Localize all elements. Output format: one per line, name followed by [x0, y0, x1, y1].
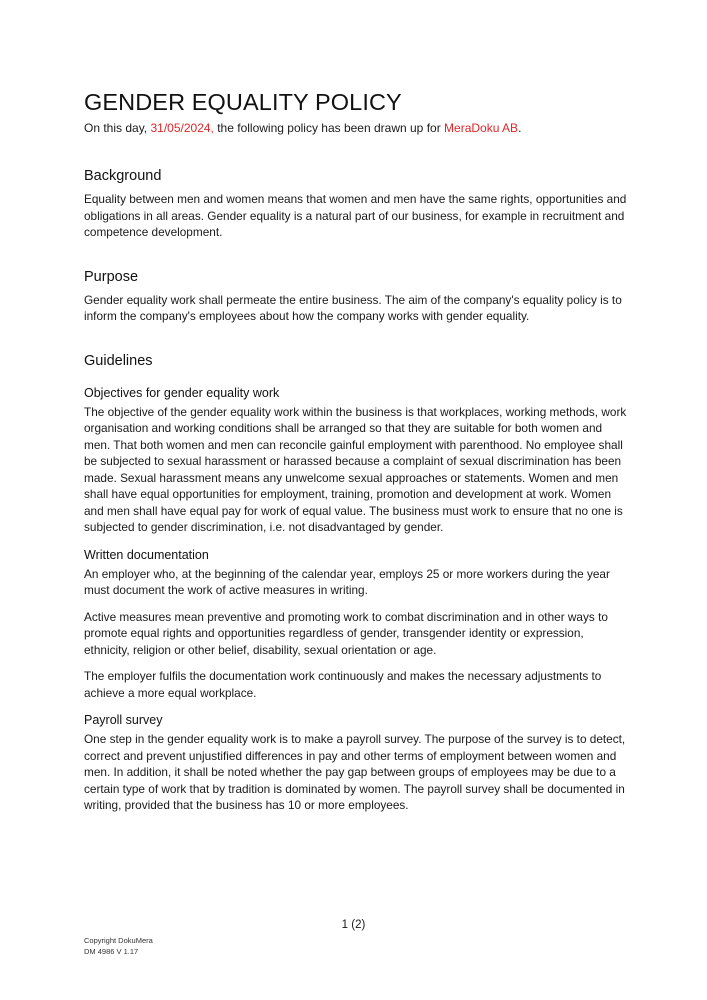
objectives-heading: Objectives for gender equality work: [84, 385, 280, 400]
intro-line: [84, 120, 629, 136]
payroll-heading: Payroll survey: [84, 713, 163, 727]
background-text: Equality between men and women means that women and men have the same rights, opportunities and obligations in all areas. Gender equality is a natural part of our business, for example in recruitment and competence development.: [84, 192, 627, 239]
intro-date: 31/05/2024,: [150, 121, 214, 135]
page-number: 1 (2): [341, 919, 366, 931]
intro-middle: the following policy has been drawn up for: [213, 121, 445, 135]
guidelines-heading: Guidelines: [84, 352, 153, 369]
copyright-text: Copyright DokuMera: [84, 936, 153, 945]
document-title: GENDER EQUALITY POLICY: [84, 89, 402, 115]
written-paragraph-3: The employer fulfils the documentation work continuously and makes the necessary adjustments to achieve a more equal workplace.: [84, 669, 602, 700]
background-heading: Background: [84, 168, 162, 184]
document-body: [84, 85, 629, 814]
purpose-text: Gender equality work shall permeate the entire business. The aim of the company's equality policy is to inform the company's employees about how the company works with gender equality.: [84, 292, 622, 323]
written-paragraph-1: An employer who, at the beginning of the calendar year, employs 25 or more workers during the year must document the work of active measures in writing.: [84, 566, 610, 597]
footer-meta: [84, 936, 153, 957]
document-id: DM 4986 V 1.17: [84, 946, 139, 956]
intro-suffix: .: [518, 121, 522, 135]
purpose-heading: Purpose: [84, 268, 139, 285]
intro-company: MeraDoku AB: [444, 121, 519, 135]
payroll-text: One step in the gender equality work is to make a payroll survey. The purpose of the survey is to detect, correct and prevent unjustified differences in pay and other terms of employment between women and men. In addition, it shall be noted whether the pay gap between groups of employees may be due to a certain type of work that by tradition is dominated by women. The payroll survey shall be documented in writing, provided that the business has 10 or more employees.: [84, 732, 626, 812]
written-paragraph-2: Active measures mean preventive and promoting work to combat discrimination and in other ways to promote equal rights and opportunities regardless of gender, transgender identity or expression, ethnicity, religion or other belief, disability, sexual orientation or age.: [84, 609, 608, 657]
intro-prefix: On this day,: [84, 121, 151, 135]
objectives-text: The objective of the gender equality work within the business is that workplaces, working methods, work organisation and working conditions shall be arranged so that they are suitable for both women and men. That both women and men can reconcile gainful employment with parenthood. No employee shall be subjected to sexual harassment or harassed because a complaint of sexual discrimination has been made. Sexual harassment means any unwelcome sexual approaches or statements. Women and men shall have equal opportunities for employment, training, promotion and development at work. Women and men shall have equal pay for work of equal value. The business must work to ensure that no one is subjected to gender discrimination, i.e. not disadvantaged by gender.: [84, 404, 627, 534]
written-heading: Written documentation: [84, 547, 209, 562]
